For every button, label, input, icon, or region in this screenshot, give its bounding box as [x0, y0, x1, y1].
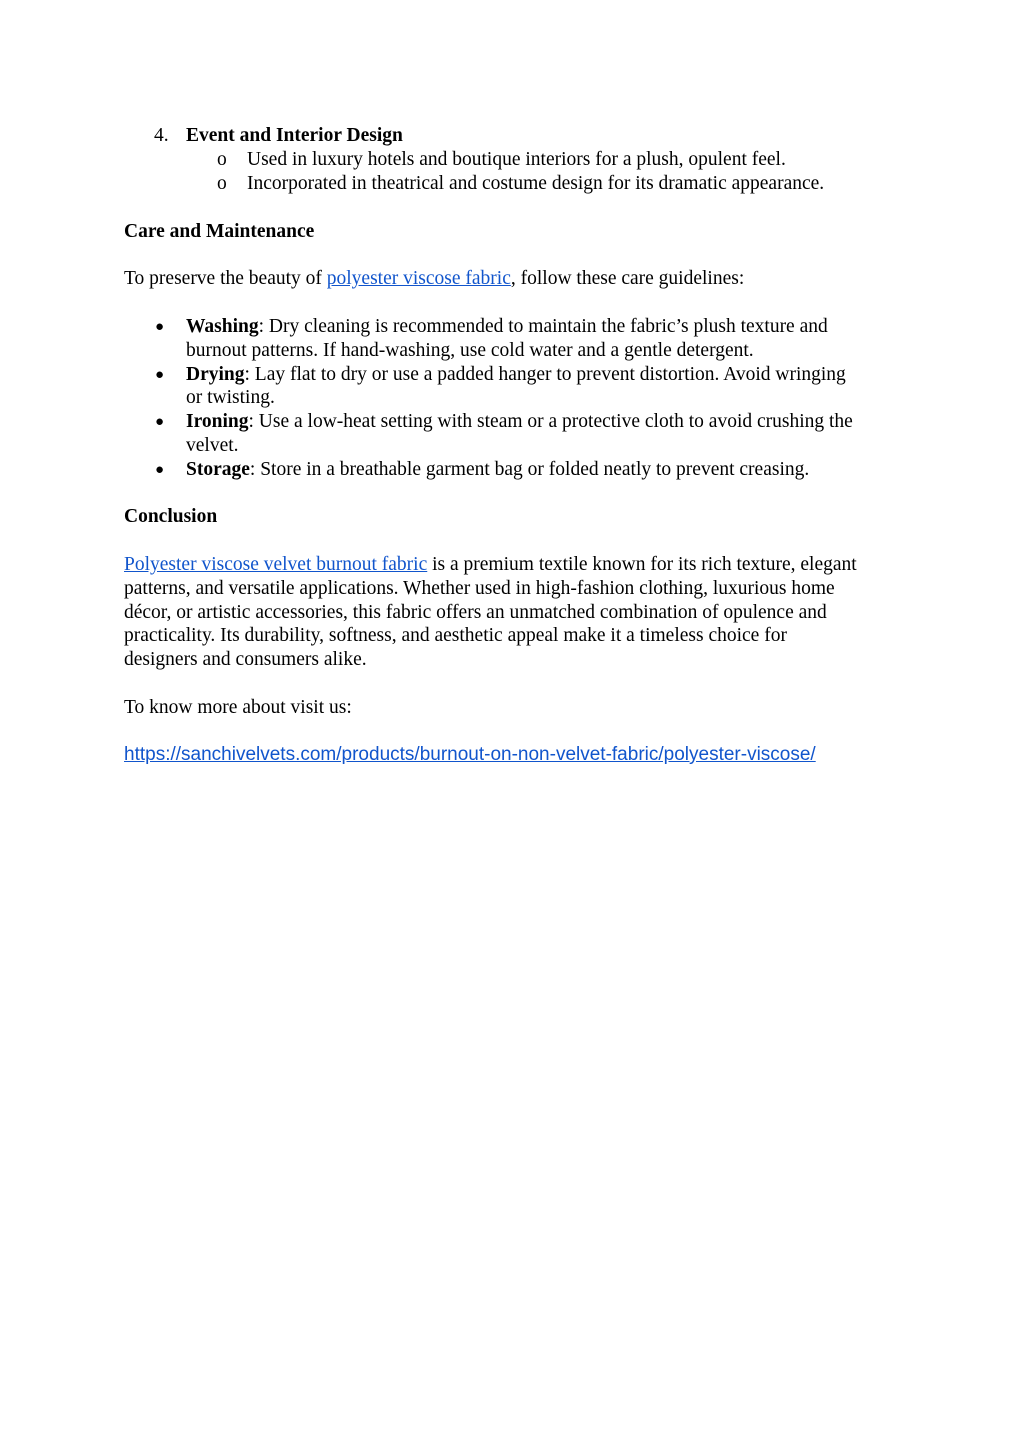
care-item-text: : Store in a breathable garment bag or folded neatly to prevent creasing.	[249, 459, 810, 480]
care-heading	[124, 220, 314, 244]
list-number: 4.	[154, 125, 169, 146]
conclusion-line	[124, 553, 857, 577]
sub-bullet-marker: o	[217, 173, 227, 194]
care-intro-after: , follow these care guidelines:	[510, 268, 745, 289]
care-item-washing	[186, 315, 828, 339]
care-intro	[124, 267, 744, 291]
conclusion-line: designers and consumers alike.	[124, 649, 367, 670]
section-title	[186, 124, 403, 148]
bullet-icon: ●	[155, 414, 165, 430]
list-item: Incorporated in theatrical and costume design for its dramatic appearance.	[247, 173, 825, 194]
polyester-viscose-fabric-link[interactable]: polyester viscose fabric	[326, 268, 511, 289]
bullet-icon: ●	[155, 367, 165, 383]
sub-bullet-marker: o	[217, 149, 227, 170]
care-item-text: : Dry cleaning is recommended to maintain the fabric’s plush texture and	[258, 316, 828, 337]
care-intro-before: To preserve the beauty of	[124, 268, 327, 289]
care-item-text: : Lay flat to dry or use a padded hanger to prevent distortion. Avoid wringing	[244, 364, 846, 385]
care-item-text: : Use a low-heat setting with steam or a protective cloth to avoid crushing the	[248, 411, 853, 432]
polyester-viscose-velvet-burnout-fabric-link[interactable]: Polyester viscose velvet burnout fabric	[124, 554, 428, 575]
conclusion-heading	[124, 505, 217, 529]
bullet-icon: ●	[155, 462, 165, 478]
care-item-label: Washing	[186, 316, 259, 337]
care-item-label: Ironing	[186, 411, 249, 432]
care-item-continuation: or twisting.	[186, 387, 275, 408]
conclusion-line: practicality. Its durability, softness, and aesthetic appeal make it a timeless choice for	[124, 625, 787, 646]
care-item-drying	[186, 363, 846, 387]
conclusion-heading-text: Conclusion	[124, 506, 218, 527]
care-item-ironing	[186, 410, 853, 434]
visit-text: To know more about visit us:	[124, 697, 352, 718]
care-item-continuation: velvet.	[186, 435, 239, 456]
website-url-link[interactable]: https://sanchivelvets.com/products/burnout-on-non-velvet-fabric/polyester-viscose/	[124, 744, 816, 765]
conclusion-line: décor, or artistic accessories, this fabric offers an unmatched combination of opulence and	[124, 602, 827, 623]
list-item: Used in luxury hotels and boutique interiors for a plush, opulent feel.	[247, 149, 786, 170]
care-item-label: Drying	[186, 364, 245, 385]
care-heading-text: Care and Maintenance	[124, 221, 315, 242]
care-item-continuation: burnout patterns. If hand-washing, use cold water and a gentle detergent.	[186, 340, 754, 361]
care-item-label: Storage	[186, 459, 250, 480]
conclusion-line-text: is a premium textile known for its rich texture, elegant	[427, 554, 857, 575]
care-item-storage	[186, 458, 809, 482]
section-title-text: Event and Interior Design	[186, 125, 403, 146]
bullet-icon: ●	[155, 319, 165, 335]
conclusion-line: patterns, and versatile applications. Whether used in high-fashion clothing, luxurious home	[124, 578, 835, 599]
